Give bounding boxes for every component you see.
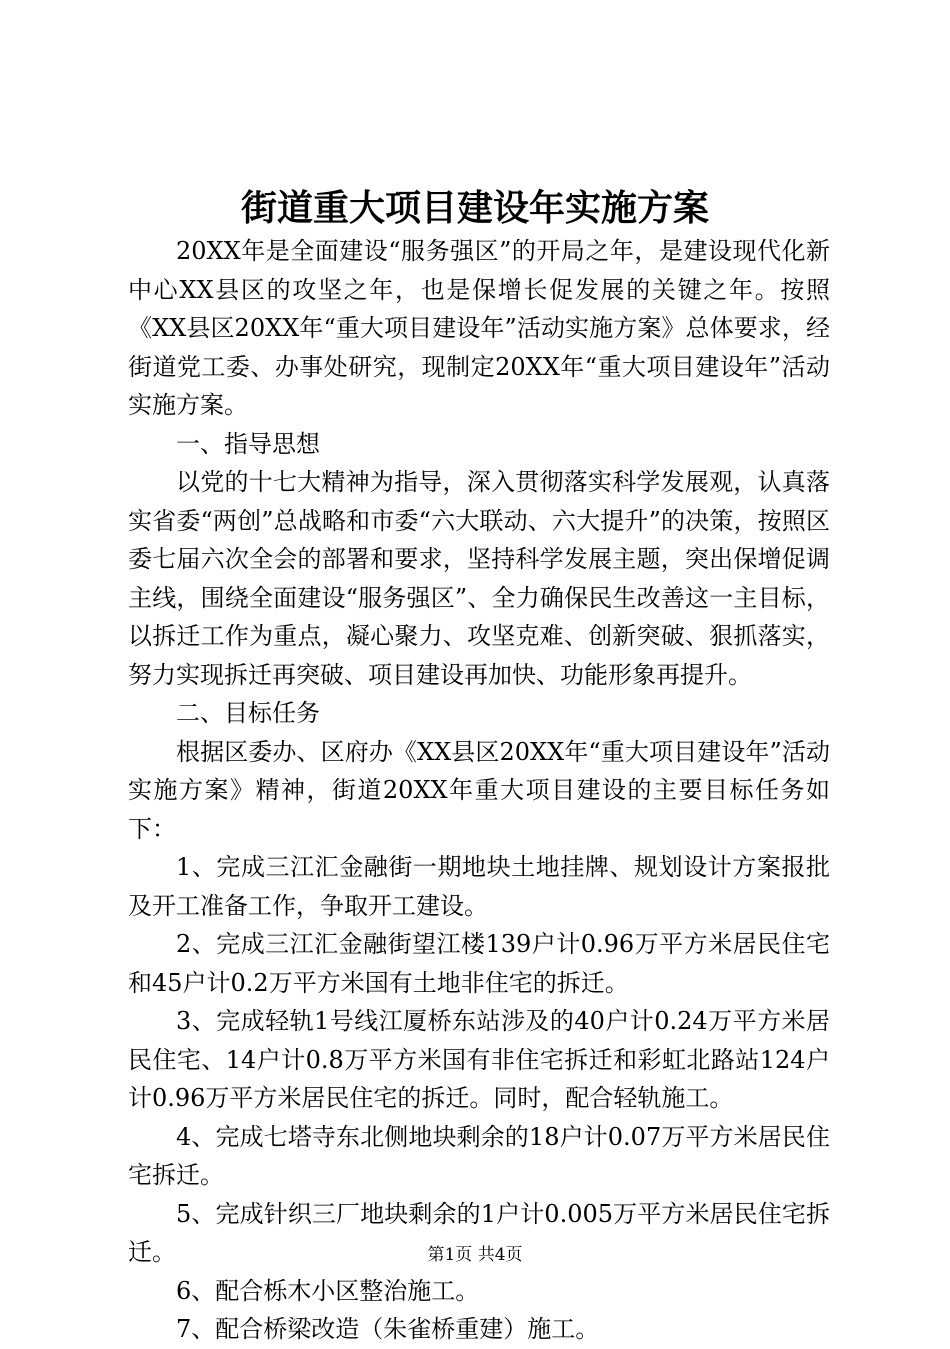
document-body <box>128 232 830 1349</box>
page-number-footer: 第1页 共4页 <box>427 1245 523 1265</box>
section-heading-guiding-ideology: 一、指导思想 <box>176 429 320 458</box>
goal-item-5: 5、完成针织三厂地块剩余的1户计0.005万平方米居民住宅拆迁。 <box>128 1199 830 1266</box>
goal-item-6: 6、配合栎木小区整治施工。 <box>176 1276 480 1305</box>
document-title: 街道重大项目建设年实施方案 <box>240 187 709 229</box>
guiding-ideology-paragraph: 以党的十七大精神为指导，深入贯彻落实科学发展观，认真落实省委“两创”总战略和市委“六大联动、六大提升”的决策，按照区委七届六次全会的部署和要求，坚持科学发展主题，突出保增促调主线，围绕全面建设“服务强区”、全力确保民生改善这一主目标，以拆迁工作为重点，凝心聚力、攻坚克难、创新突破、狠抓落实，努力实现拆迁再突破、项目建设再加快、功能形象再提升。 <box>128 468 830 689</box>
goal-item-7: 7、配合桥梁改造（朱雀桥重建）施工。 <box>176 1315 600 1343</box>
goal-item-2: 2、完成三江汇金融街望江楼139户计0.96万平方米居民住宅和45户计0.2万平方米国有土地非住宅的拆迁。 <box>128 930 830 997</box>
goal-item-1: 1、完成三江汇金融街一期地块土地挂牌、规划设计方案报批及开工准备工作，争取开工建设。 <box>128 853 830 920</box>
goals-intro-paragraph: 根据区委办、区府办《XX县区20XX年“重大项目建设年”活动实施方案》精神，街道20XX年重大项目建设的主要目标任务如下： <box>128 737 830 843</box>
goal-item-3: 3、完成轻轨1号线江厦桥东站涉及的40户计0.24万平方米居民住宅、14户计0.8万平方米国有非住宅拆迁和彩虹北路站124户计0.96万平方米居民住宅的拆迁。同时，配合轻轨施工。 <box>128 1007 830 1112</box>
section-heading-goals: 二、目标任务 <box>176 699 320 727</box>
intro-paragraph: 20XX年是全面建设“服务强区”的开局之年，是建设现代化新中心XX县区的攻坚之年，也是保增长促发展的关键之年。按照《XX县区20XX年“重大项目建设年”活动实施方案》总体要求，经街道党工委、办事处研究，现制定20XX年“重大项目建设年”活动实施方案。 <box>128 237 830 419</box>
goal-item-4: 4、完成七塔寺东北侧地块剩余的18户计0.07万平方米居民住宅拆迁。 <box>128 1122 830 1189</box>
